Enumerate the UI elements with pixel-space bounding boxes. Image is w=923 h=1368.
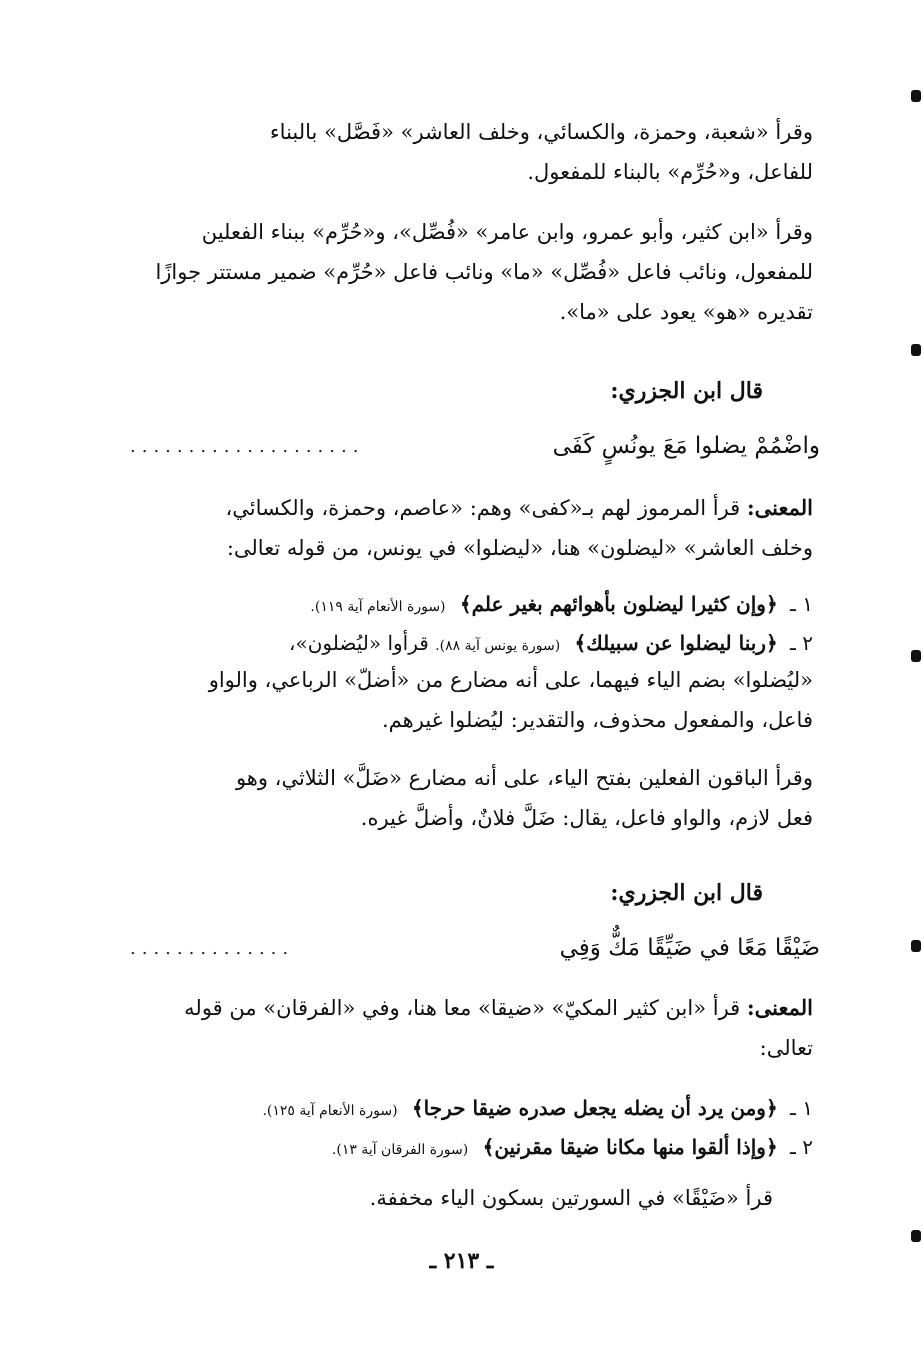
item-number: ١ ـ [790, 1096, 813, 1120]
text-line: فاعل، والمفعول محذوف، والتقدير: ليُضلوا غيرهم. [382, 708, 813, 732]
surah-reference: (سورة الأنعام آية ١١٩). [310, 599, 446, 615]
text-line [113, 488, 813, 528]
paragraph-1 [113, 112, 813, 192]
text-line: تعالى: [759, 1036, 813, 1060]
scan-edge-mark [911, 344, 921, 356]
meaning-text: قرأ «ابن كثير المكيّ» «ضيقا» معا هنا، وفي «الفرقان» من قوله [184, 996, 741, 1020]
meaning-text: قرأ المرموز لهم بـ«كفى» وهم: «عاصم، وحمزة، والكسائي، [225, 496, 741, 520]
verse-dots: .............. [130, 937, 295, 959]
paragraph-5 [113, 1178, 813, 1218]
text-line: وخلف العاشر» «ليضلون» هنا، «ليضلوا» في يونس، من قوله تعالى: [226, 536, 813, 560]
meaning-label: المعنى: [746, 495, 813, 520]
surah-reference: (سورة الفرقان آية ١٣). [331, 1142, 469, 1158]
list-item [103, 586, 813, 625]
ayah-list-1 [103, 586, 813, 664]
text-line: وقرأ الباقون الفعلين بفتح الياء، على أنه مضارع «ضَلَّ» الثلاثي، وهو [235, 766, 813, 790]
poem-verse-row [130, 424, 820, 468]
text-line: فعل لازم، والواو فاعل، يقال: ضَلَّ فلانٌ، وأضلَّ غيره. [360, 806, 813, 830]
scan-edge-mark [911, 1230, 921, 1242]
page-number: ـ ٢١٣ ـ [429, 1248, 494, 1274]
meaning-label: المعنى: [746, 995, 813, 1020]
item-number: ٢ ـ [790, 631, 813, 655]
paragraph-3 [113, 660, 813, 740]
list-item [103, 1090, 813, 1129]
paragraph-2 [113, 212, 813, 332]
ayah-text: ﴿ربنا ليضلوا عن سبيلك﴾ [574, 631, 778, 655]
section-heading: قال ابن الجزري: [610, 880, 763, 906]
text-line: تقديره «هو» يعود على «ما». [559, 300, 813, 324]
ayah-text: ﴿وإن كثيرا ليضلون بأهوائهم بغير علم﴾ [459, 592, 778, 616]
text-line: «ليُضلوا» بضم الياء فيهما، على أنه مضارع من «أضلّ» الرباعي، والواو [208, 668, 813, 692]
ayah-list-2 [103, 1090, 813, 1168]
poem-verse-row [130, 926, 820, 970]
meaning-paragraph-2 [113, 988, 813, 1068]
meaning-paragraph-1 [113, 488, 813, 568]
surah-reference: (سورة الأنعام آية ١٢٥). [262, 1103, 398, 1119]
text-line: للمفعول، ونائب فاعل «فُصِّل» «ما» ونائب فاعل «حُرِّم» ضمير مستتر جوازًا [155, 260, 813, 284]
ayah-text: ﴿وإذا ألقوا منها مكانا ضيقا مقرنين﴾ [482, 1135, 778, 1159]
text-line: وقرأ «شعبة، وحمزة، والكسائي، وخلف العاشر» «فَصَّل» بالبناء [269, 120, 813, 144]
list-item [103, 1129, 813, 1168]
list-item [103, 625, 813, 664]
surah-reference: (سورة يونس آية ٨٨). [435, 638, 561, 654]
scan-edge-mark [911, 940, 921, 952]
text-line: قرأ «ضَيْقًا» في السورتين بسكون الياء مخففة. [369, 1186, 773, 1210]
scan-edge-mark [911, 650, 921, 662]
item-number: ١ ـ [790, 592, 813, 616]
section-heading: قال ابن الجزري: [610, 378, 763, 404]
text-line [113, 988, 813, 1028]
item-number: ٢ ـ [790, 1135, 813, 1159]
text-line: للفاعل، و«حُرِّم» بالبناء للمفعول. [527, 160, 813, 184]
list-item-tail: قرأوا «ليُضلون»، [289, 631, 429, 655]
scan-edge-mark [911, 90, 921, 102]
text-line: وقرأ «ابن كثير، وأبو عمرو، وابن عامر» «فُصِّل»، و«حُرِّم» ببناء الفعلين [201, 220, 813, 244]
verse-dots: .................... [130, 435, 365, 457]
poem-verse: ضَيْقًا مَعًا في ضَيِّقًا مَكٌّ وَفِي [559, 935, 820, 961]
paragraph-4 [113, 758, 813, 838]
ayah-text: ﴿ومن يرد أن يضله يجعل صدره ضيقا حرجا﴾ [411, 1096, 778, 1120]
poem-verse: واضْمُمْ يضلوا مَعَ يونُسٍ كَفَى [552, 433, 820, 459]
